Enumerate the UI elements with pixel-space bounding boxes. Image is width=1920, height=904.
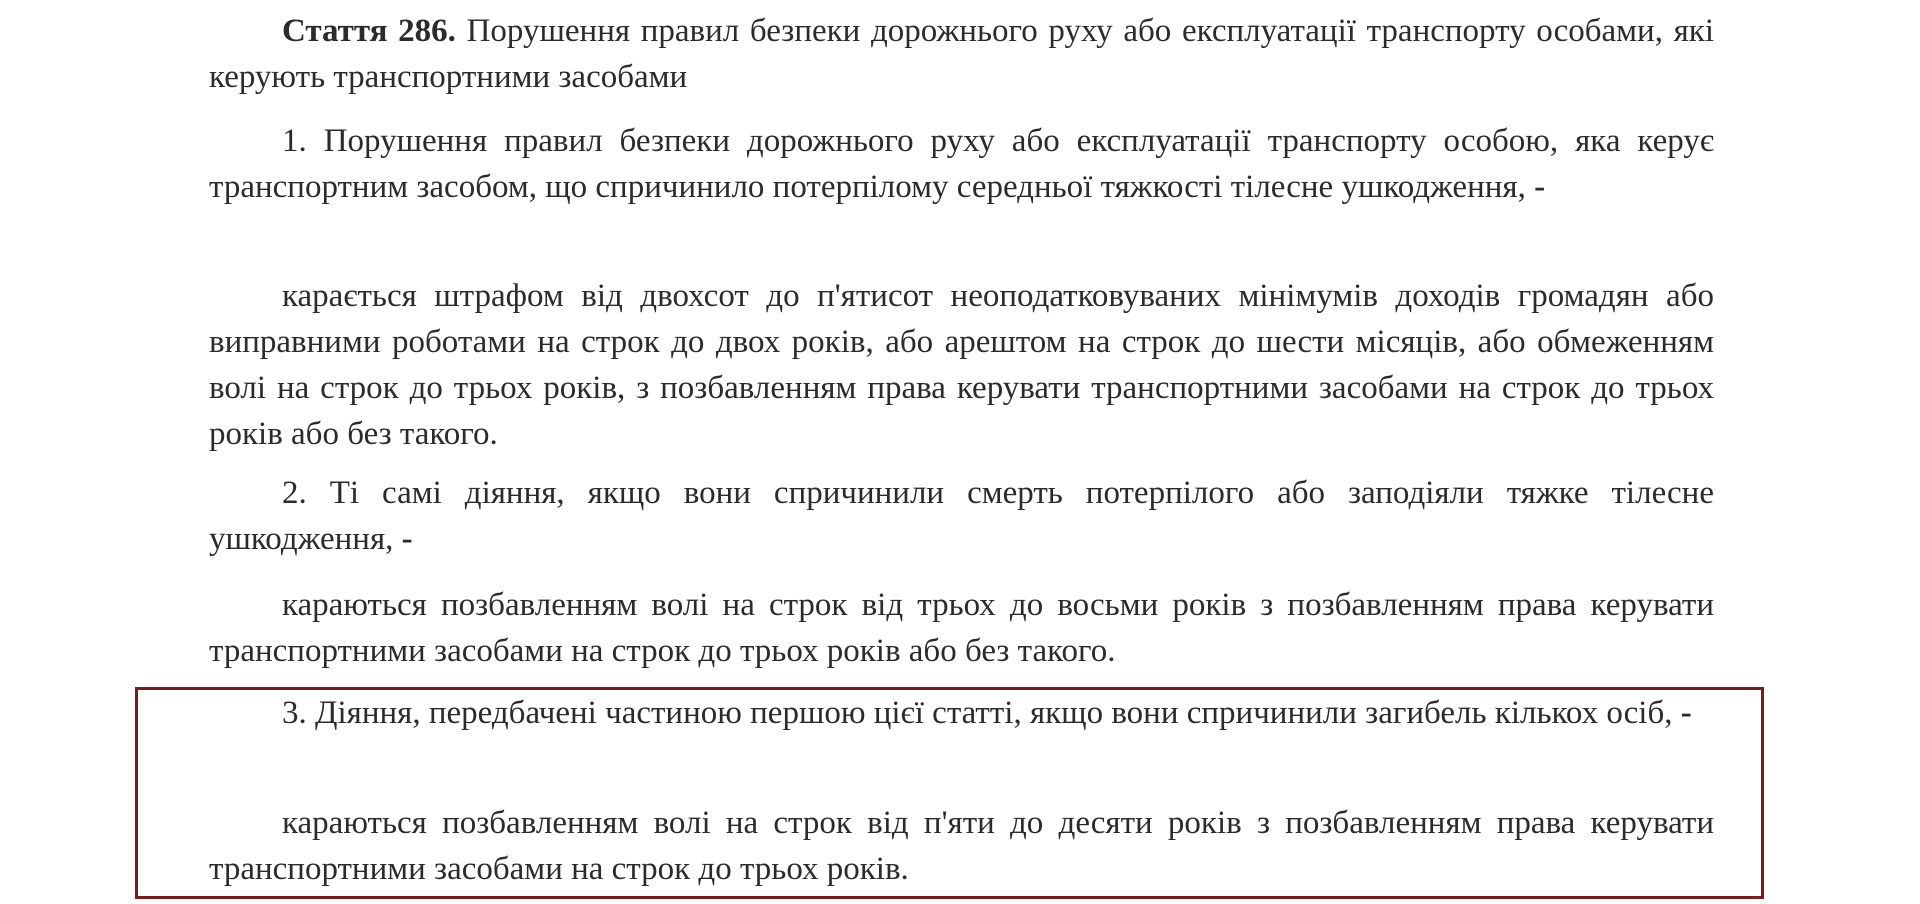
part-2-dash: - (401, 521, 413, 557)
part-3-dash: - (1680, 695, 1692, 731)
part-3-text: 3. Діяння, передбачені частиною першою цієї статті, якщо вони спричинили загибель кількох осіб, (282, 695, 1673, 731)
article-part-2 (209, 470, 1714, 562)
article-part-1 (209, 118, 1714, 210)
article-part-2-penalty: караються позбавленням волі на строк від трьох до восьми років з позбавленням права керувати транспортними засобами на строк до трьох років або без такого. (209, 587, 1714, 669)
article-heading (209, 8, 1714, 100)
article-title: Порушення правил безпеки дорожнього руху або експлуатації транспорту особами, які керують транспортними засобами (209, 13, 1715, 95)
article-part-1-penalty: карається штрафом від двохсот до п'ятисот неоподатковуваних мінімумів доходів громадян або виправними роботами на строк до двох років, або арештом на строк до шести місяців, або обмеженням волі на строк до трьох років, з позбавленням права керувати транспортними засобами на строк до трьох років або без такого. (209, 278, 1714, 452)
article-number: Стаття 286. (282, 13, 456, 49)
article-part-3-penalty: караються позбавленням волі на строк від п'яти до десяти років з позбавленням права керувати транспортними засобами на строк до трьох років. (209, 805, 1714, 887)
part-2-text: 2. Ті самі діяння, якщо вони спричинили смерть потерпілого або заподіяли тяжке тілесне ушкодження, (209, 475, 1714, 557)
part-1-dash: - (1534, 169, 1546, 205)
highlight-frame (135, 687, 1764, 899)
part-1-text: 1. Порушення правил безпеки дорожнього руху або експлуатації транспорту особою, яка керує транспортним засобом, що спричинило потерпілому середньої тяжкості тілесне ушкодження, (209, 123, 1714, 205)
